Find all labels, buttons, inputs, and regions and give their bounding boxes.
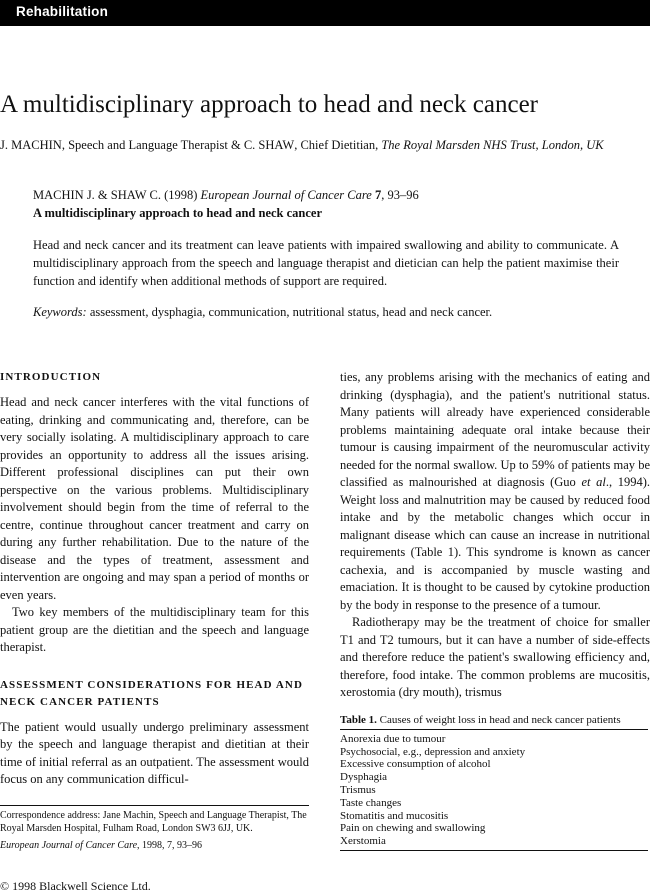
author-2-name: C. SHAW bbox=[243, 138, 295, 152]
citation-volume: 7 bbox=[371, 188, 382, 202]
table-row: Excessive consumption of alcohol bbox=[340, 758, 491, 771]
right-paragraph-1 bbox=[340, 369, 650, 614]
left-column bbox=[0, 369, 309, 789]
footnote-rule bbox=[0, 805, 309, 806]
keywords bbox=[33, 303, 619, 321]
copyright: © 1998 Blackwell Science Ltd. bbox=[0, 879, 151, 893]
citation-block bbox=[33, 186, 618, 222]
abstract: Head and neck cancer and its treatment can leave patients with impaired swallowing and ability to communicate. A multidisciplinary approach from the speech and language therapist and dietician can help the patient maximise their function and identify when additional methods of support are required. bbox=[33, 238, 619, 288]
author-1-name: J. MACHIN bbox=[0, 138, 62, 152]
right-paragraph-1-b: ., 1994). Weight loss and malnutrition may be caused by reduced food intake and by the metabolic changes which occur in malignant disease which can cause an increase in nutritional requirements (Table 1). This syndrome is known as cancer cachexia, and is accompanied by muscle wasting and emaciation. It is thought to be caused by cytokine production by the body in response to the presence of a tumour. bbox=[340, 475, 650, 612]
table-row: Dysphagia bbox=[340, 771, 388, 784]
author-2-role: , Chief Dietitian, bbox=[294, 138, 382, 152]
intro-paragraph-2: Two key members of the multidisciplinary team for this patient group are the dietitian and the speech and language therapist. bbox=[0, 605, 309, 654]
citation-journal: European Journal of Cancer Care bbox=[200, 188, 372, 202]
journal-reference bbox=[0, 840, 202, 851]
heading-assessment: ASSESSMENT CONSIDERATIONS FOR HEAD AND NECK CANCER PATIENTS bbox=[0, 678, 304, 708]
right-paragraph-1-a: ties, any problems arising with the mechanics of eating and drinking (dysphagia), and the patient's nutritional status. Many patients will already have experienced considerable problems maintaining adequate oral intake because their tumour is causing impairment of the neuromuscular activity needed for the normal swallow. Up to 59% of patients may be classified as malnourished at diagnosis (Guo bbox=[340, 370, 650, 489]
table-row: Taste changes bbox=[340, 796, 402, 809]
table-row: Trismus bbox=[340, 783, 376, 796]
table-row: Xerstomia bbox=[340, 835, 386, 848]
table-caption-text: Causes of weight loss in head and neck cancer patients bbox=[376, 714, 621, 726]
author-1-role: , Speech and Language Therapist & bbox=[61, 138, 244, 152]
keywords-label: Keywords: bbox=[33, 305, 87, 319]
table-row: Psychosocial, e.g., depression and anxiety bbox=[340, 745, 526, 758]
table-bottom-rule bbox=[340, 848, 648, 851]
citation-authors: MACHIN J. & SHAW C. (1998) bbox=[33, 188, 201, 202]
table-row: Anorexia due to tumour bbox=[340, 732, 446, 745]
journal-ref-name: European Journal of Cancer Care bbox=[0, 840, 138, 851]
table-row: Stomatitis and mucositis bbox=[340, 809, 449, 822]
right-paragraph-1-etal: et al bbox=[581, 475, 606, 489]
article-title: A multidisciplinary approach to head and neck cancer bbox=[0, 91, 538, 118]
correspondence-footnote: Correspondence address: Jane Machin, Speech and Language Therapist, The Royal Marsden Hospital, Fulham Road, London SW3 6JJ, UK. bbox=[0, 810, 307, 834]
section-label: Rehabilitation bbox=[16, 4, 109, 19]
assessment-paragraph: The patient would usually undergo preliminary assessment by the speech and language therapist and dietitian at their time of initial referral as an outpatient. The assessment would focus on any communication difficul- bbox=[0, 719, 309, 786]
table-row: Pain on chewing and swallowing bbox=[340, 822, 486, 835]
journal-ref-details: , 1998, 7, 93–96 bbox=[137, 840, 203, 851]
citation-title: A multidisciplinary approach to head and neck cancer bbox=[33, 206, 323, 220]
table-1 bbox=[340, 714, 648, 851]
citation-pages: , 93–96 bbox=[381, 188, 419, 202]
table-caption bbox=[340, 714, 648, 730]
intro-paragraph-1: Head and neck cancer interferes with the vital functions of eating, drinking and communicating and, therefore, can be very socially isolating. A multidisciplinary approach to care provides an opportunity to address all the issues arising. Different professional disciplines can put their own perspective on the various problems. Multidisciplinary involvement should begin from the time of referral to the centre, continue throughout cancer treatment and carry on during any further rehabilitation. Due to the nature of the disease and the types of treatment, assessment and intervention are ongoing and may span a period of months or even years. bbox=[0, 395, 309, 602]
keywords-text: assessment, dysphagia, communication, nutritional status, head and neck cancer. bbox=[86, 305, 493, 319]
table-label: Table 1. bbox=[340, 714, 377, 726]
author-line bbox=[0, 136, 620, 154]
heading-introduction: INTRODUCTION bbox=[0, 371, 102, 383]
section-band bbox=[0, 0, 650, 26]
author-affiliation: The Royal Marsden NHS Trust, London, UK bbox=[381, 138, 604, 152]
right-column bbox=[340, 369, 650, 702]
right-paragraph-2: Radiotherapy may be the treatment of choice for smaller T1 and T2 tumours, but it can have a number of side-effects and therefore reduce the patient's swallowing efficiency and, therefore, food intake. The common problems are mucositis, xerostomia (dry mouth), trismus bbox=[340, 615, 650, 699]
